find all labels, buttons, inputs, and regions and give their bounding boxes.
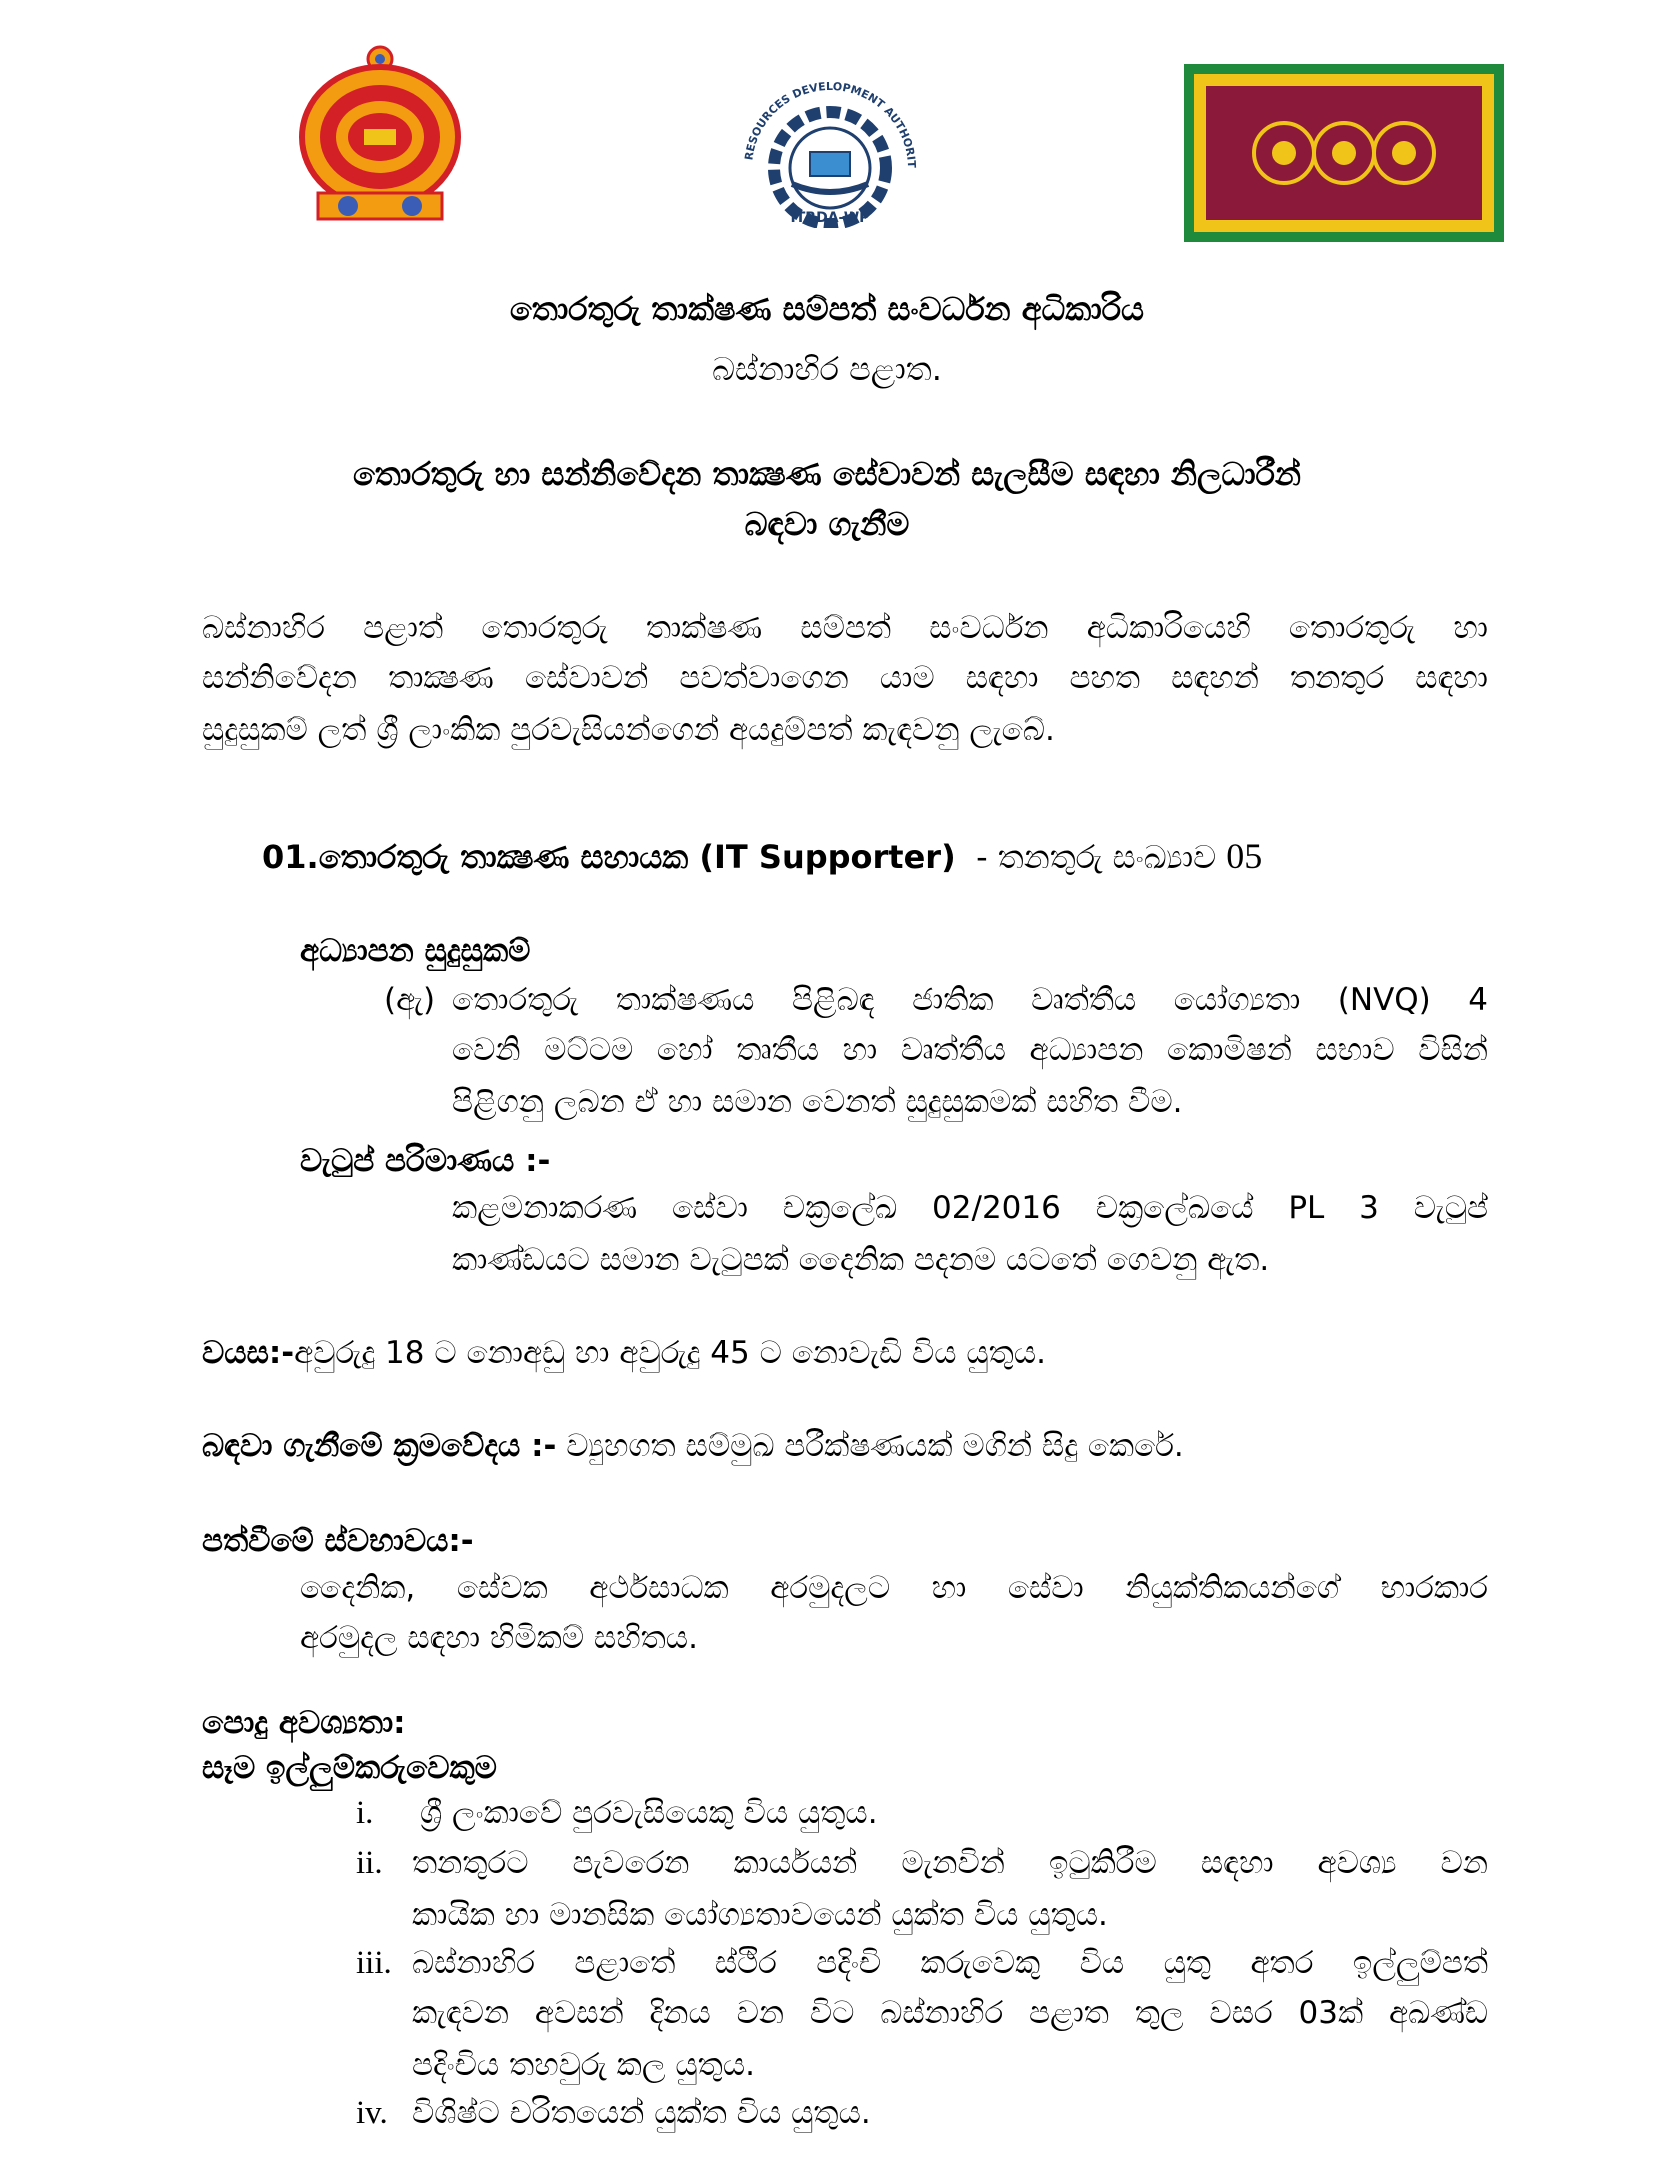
requirement-marker-3: iii. (356, 1945, 392, 1981)
general-heading: පොදු අවශ්‍යතා: (202, 1705, 406, 1741)
requirement-marker-2: ii. (356, 1845, 383, 1881)
nature-heading: පත්වීමේ ස්වභාවය:- (202, 1523, 474, 1559)
age-row (202, 1335, 1046, 1372)
requirement-3-line-1: බස්නාහිර පළාතේ ස්ථිර පදිංචි කරුවෙකු විය යුතු අතර ඉල්ලුම්පත් (412, 1945, 1488, 1981)
western-province-flag-icon (1184, 64, 1504, 242)
intro-line-1: බස්නාහිර පළාත් තොරතුරු තාක්ෂණ සම්පත් සංවර්ධන අධිකාරියෙහි තොරතුරු හා (202, 610, 1488, 646)
age-text: අවුරුදු 18 ට නොඅඩු හා අවුරුදු 45 ට නොවැඩි විය යුතුය. (294, 1335, 1046, 1371)
province-name: බස්නාහිර පළාත. (712, 350, 942, 388)
intro-line-2: සන්නිවේදන තාක්‍ෂණ සේවාවන් පවත්වාගෙන යාම සඳහා පහත සඳහන් තනතුර සඳහා (202, 660, 1488, 696)
itrda-bottom-text: ITRDA-WP (790, 210, 870, 226)
qualification-line-1: තොරතුරු තාක්ෂණය පිළිබඳ ජාතික වෘත්තීය යෝග්‍යතා (NVQ) 4 (452, 982, 1488, 1018)
post-count: 05 (1226, 836, 1263, 876)
requirement-2-line-1: තනතුරට පැවරෙන කාර්යයන් මැනවින් ඉටුකිරීම සඳහා අවශ්‍ය වන (412, 1845, 1488, 1881)
nature-line-1: දෛනික, සේවක අර්ථසාධක අරමුදලට හා සේවා නියුක්තිකයන්ගේ භාරකාර (300, 1570, 1488, 1606)
authority-name: තොරතුරු තාක්ෂණ සම්පත් සංවර්ධන අධිකාරිය (509, 290, 1145, 328)
method-text: ව්‍යුහගත සම්මුඛ පරීක්ෂණයක් මගින් සිදු කෙරේ. (566, 1428, 1184, 1464)
salary-line-1: කළමනාකරණ සේවා චක්‍රලේඛ 02/2016 චක්‍රලේඛයේ PL 3 වැටුප් (452, 1190, 1488, 1226)
post-heading (262, 835, 1262, 877)
qualifications-heading: අධ්‍යාපන සුදුසුකම් (300, 933, 531, 969)
post-count-label: - තනතුරු සංඛ්‍යාව (976, 838, 1217, 876)
requirement-4-line-1: විශිෂ්ට චරිතයෙන් යුක්ත විය යුතුය. (412, 2095, 871, 2131)
itrda-arc-text: RESOURCES DEVELOPMENT AUTHORIT (742, 79, 919, 169)
requirement-2-line-2: කායික හා මානසික යෝග්‍යතාවයෙන් යුක්ත විය යුතුය. (412, 1897, 1108, 1933)
requirement-marker-1: i. (356, 1795, 374, 1831)
intro-line-3: සුදුසුකම් ලත් ශ්‍රී ලාංකික පුරවැසියන්ගෙන් අයදුම්පත් කැඳවනු ලැබේ. (202, 712, 1055, 748)
notice-title-line1: තොරතුරු හා සන්නිවේදන තාක්‍ෂණ සේවාවන් සැලසීම සඳහා නිලධාරීන් (353, 455, 1301, 493)
method-row (202, 1428, 1184, 1465)
nature-line-2: අරමුදල සඳහා හිමිකම් සහිතය. (300, 1620, 698, 1656)
qualification-line-3: පිළිගනු ලබන ඒ හා සමාන වෙනත් සුදුසුකමක් සහිත වීම. (452, 1084, 1183, 1120)
itrda-logo (730, 72, 930, 228)
notice-title-line2: බඳවා ගැනීම (744, 505, 910, 543)
general-subheading: සෑම ඉල්ලුම්කරුවෙකුම (202, 1750, 497, 1786)
requirement-1-line-1: ශ්‍රී ලංකාවේ පුරවැසියෙකු විය යුතුය. (420, 1795, 878, 1831)
salary-line-2: කාණ්ඩයට සමාන වැටුපක් දෛනික පදනම යටතේ ගෙවනු ඇත. (452, 1242, 1270, 1278)
requirement-3-line-2: කැඳවන අවසන් දිනය වන විට බස්නාහිර පළාත තුල වසර 03ක් අඛණ්ඩ (412, 1995, 1488, 2031)
salary-heading: වැටුප් පරිමාණය :- (300, 1143, 551, 1179)
qualification-line-2: වෙනි මට්ටම හෝ තෘතීය හා වෘත්තීය අධ්‍යාපන කොමිෂන් සභාව විසින් (452, 1032, 1488, 1068)
provincial-emblem-icon (290, 45, 470, 227)
requirement-3-line-3: පදිංචිය තහවුරු කල යුතුය. (412, 2047, 755, 2083)
method-label: බඳවා ගැනීමේ ක්‍රමවේදය :- (202, 1428, 557, 1464)
age-label: වයස:- (202, 1335, 295, 1371)
post-title: තොරතුරු තාක්‍ෂණ සහායක (IT Supporter) (318, 838, 956, 876)
requirement-marker-4: iv. (356, 2095, 388, 2131)
qualification-marker: (ඇ) (384, 982, 436, 1018)
post-number: 01. (262, 838, 319, 876)
